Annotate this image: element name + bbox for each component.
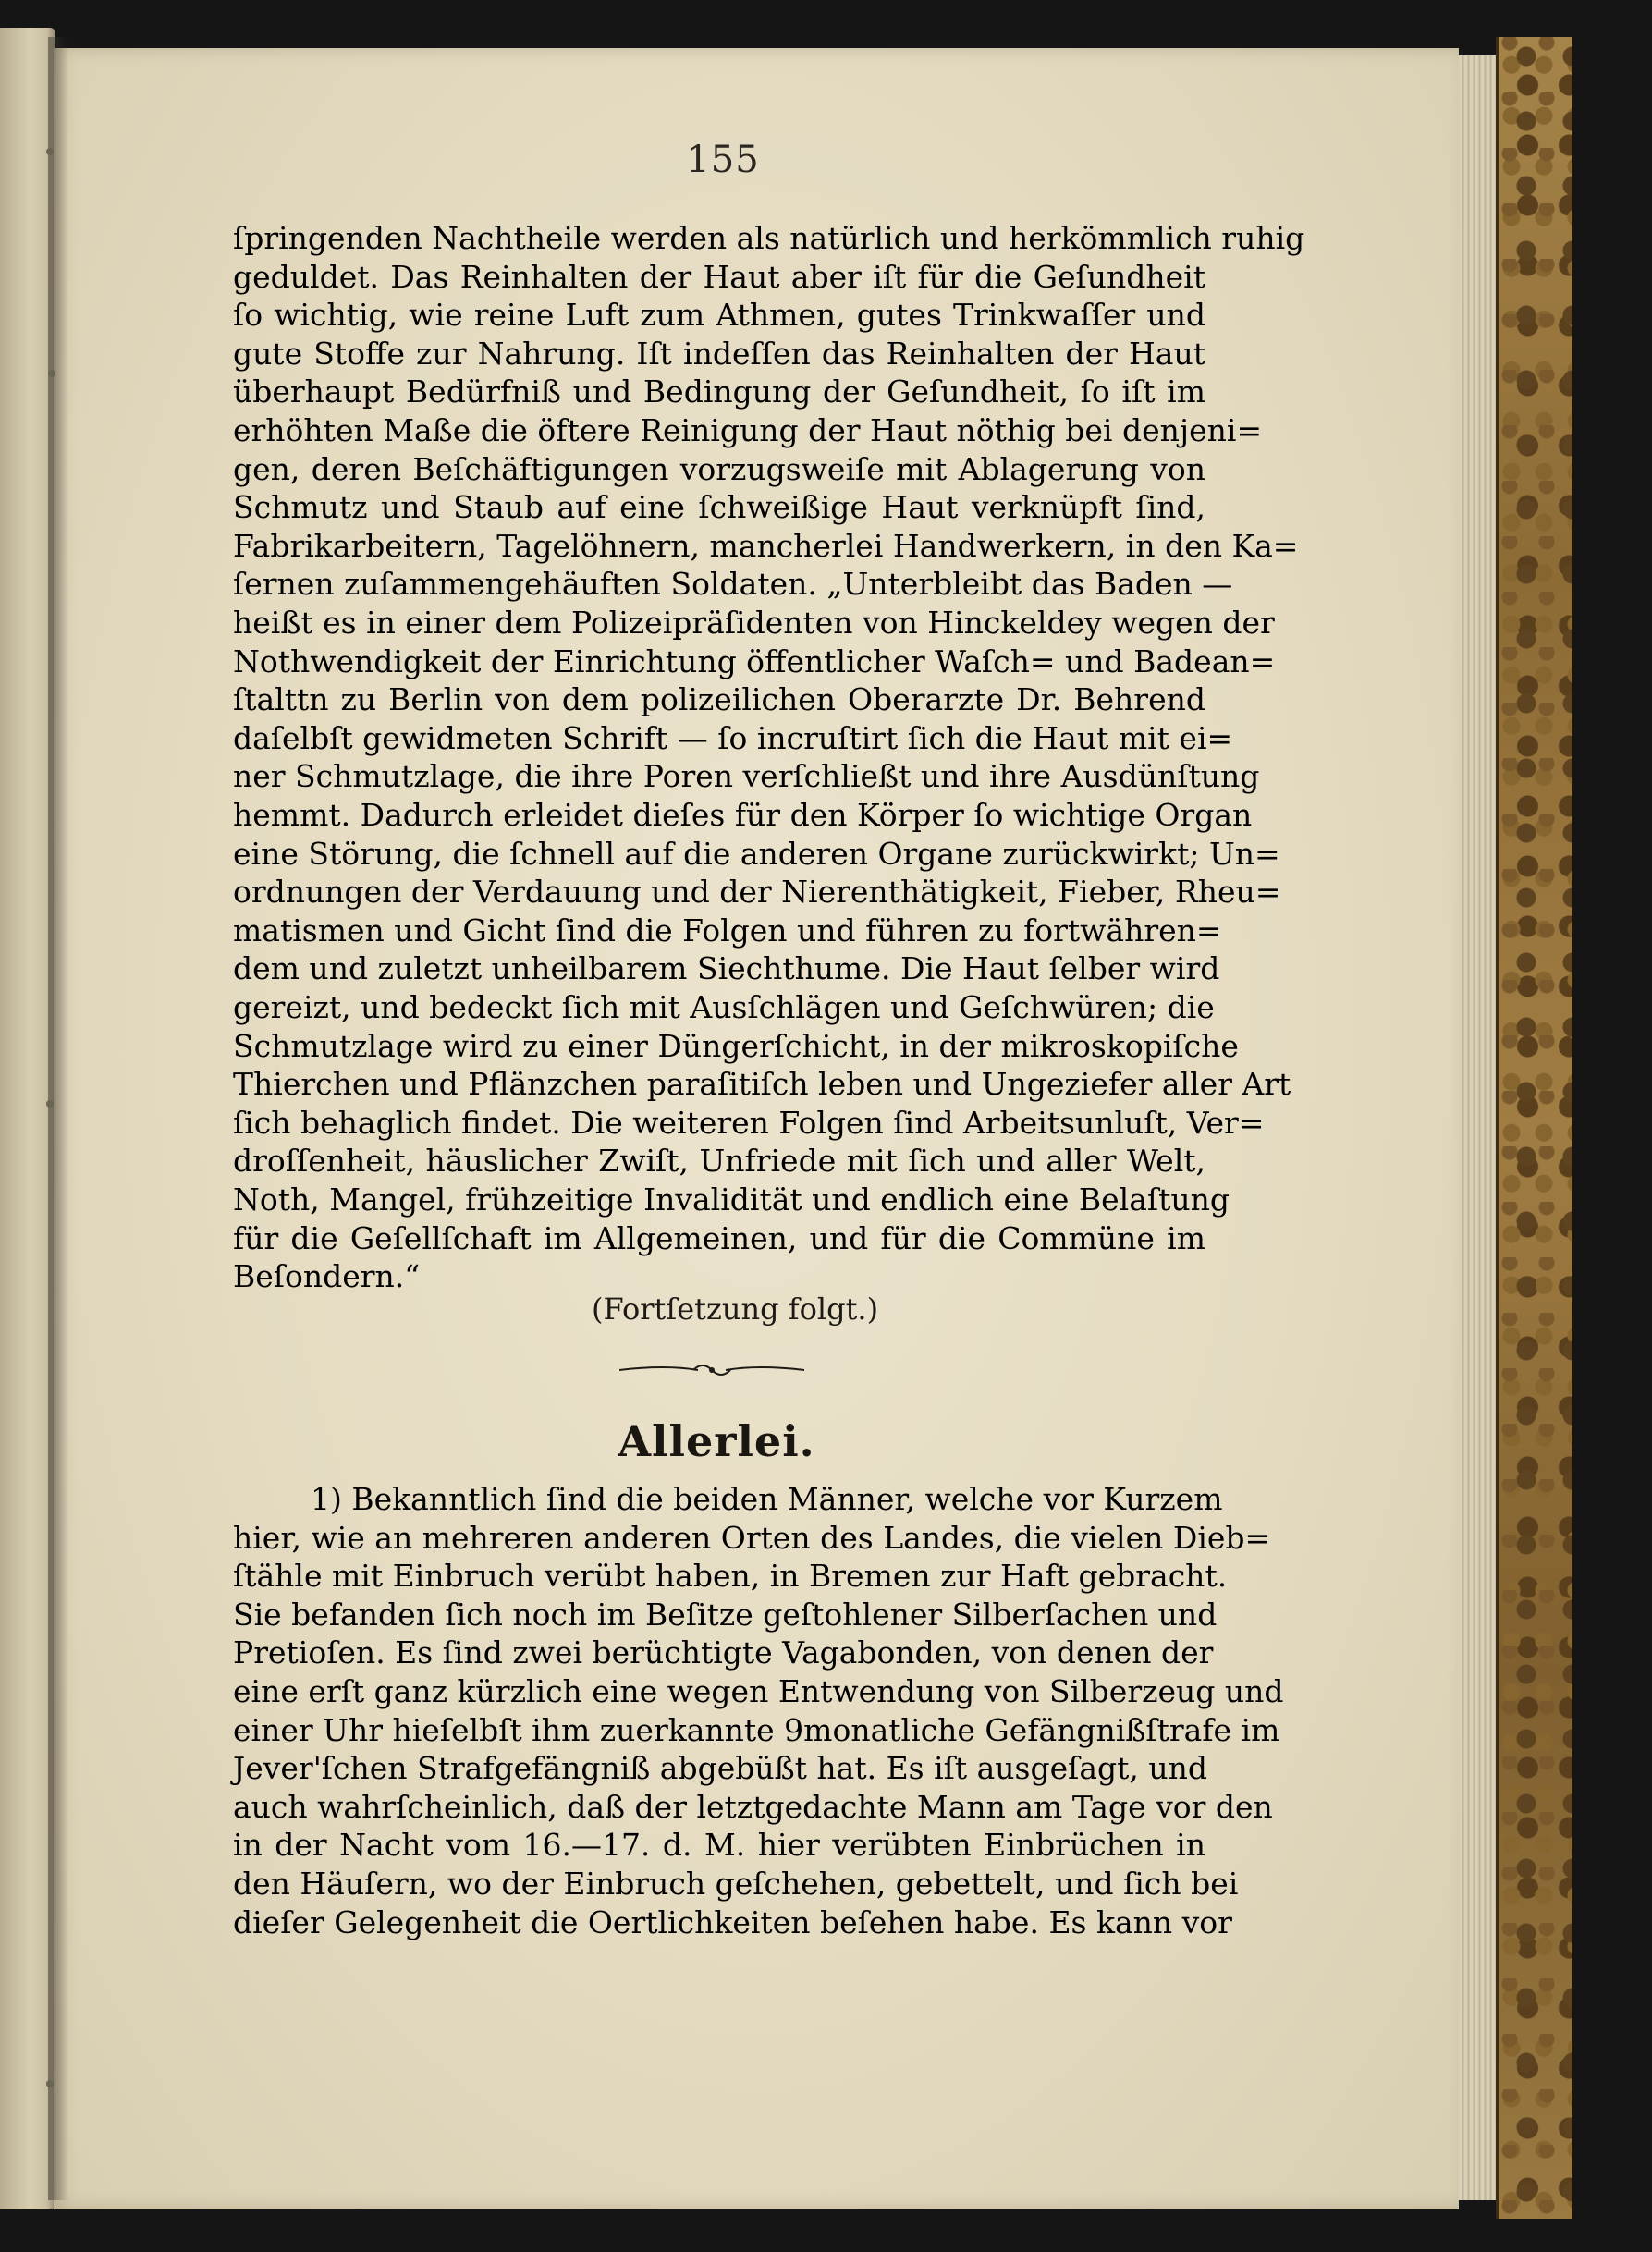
- text-line: den Häuſern, wo der Einbruch geſchehen, gebettelt, und ſich bei: [233, 1866, 1239, 1902]
- page-stack-edges: [1459, 55, 1498, 2200]
- divider-ornament: [619, 1359, 804, 1381]
- page-number: 155: [686, 139, 760, 181]
- margin-mark: [46, 2080, 54, 2087]
- text-line: Pretioſen. Es ſind zwei berüchtigte Vagabonden, von denen der: [233, 1634, 1214, 1671]
- text-line: Schmutzlage wird zu einer Düngerſchicht, in der mikroskopiſche: [233, 1027, 1239, 1064]
- text-line: dem und zuletzt unheilbarem Siechthume. Die Haut ſelber wird: [233, 950, 1220, 987]
- text-line: einer Uhr hieſelbſt ihm zuerkannte 9monatliche Gefängnißſtrafe im: [233, 1711, 1280, 1748]
- text-line: in der Nacht vom 16.—17. d. M. hier verübten Einbrüchen in: [233, 1827, 1205, 1864]
- text-line: eine Störung, die ſchnell auf die anderen Organe zurückwirkt; Un=: [233, 835, 1280, 872]
- text-line: ſtähle mit Einbruch verübt haben, in Bremen zur Haft gebracht.: [233, 1558, 1228, 1595]
- margin-mark: [46, 148, 54, 155]
- text-line: ordnungen der Verdauung und der Nierenthätigkeit, Fieber, Rheu=: [233, 874, 1281, 911]
- text-line: für die Geſellſchaft im Allgemeinen, und für die Commüne im: [233, 1219, 1205, 1256]
- text-line: auch wahrſcheinlich, daß der letztgedachte Mann am Tage vor den: [233, 1788, 1273, 1825]
- text-line: Schmutz und Staub auf eine ſchweißige Haut verknüpft ſind,: [233, 489, 1205, 526]
- text-line: ſernen zuſammengehäuften Soldaten. „Unterbleibt das Baden —: [233, 566, 1233, 603]
- text-line: ſo wichtig, wie reine Luft zum Athmen, gutes Trinkwaſſer und: [233, 297, 1205, 334]
- previous-page-edge: [0, 28, 55, 2209]
- marbled-cover-edge: [1496, 37, 1572, 2219]
- text-line: erhöhten Maße die öftere Reinigung der Haut nöthig bei denjeni=: [233, 412, 1263, 448]
- text-line: ſpringenden Nachtheile werden als natürlich und herkömmlich ruhig: [233, 220, 1305, 256]
- text-line: hemmt. Dadurch erleidet dieſes für den Körper ſo wichtige Organ: [233, 797, 1253, 833]
- section-heading: Allerlei.: [618, 1416, 815, 1466]
- spine-shadow: [48, 37, 68, 2200]
- text-line: geduldet. Das Reinhalten der Haut aber iſt für die Geſundheit: [233, 258, 1205, 295]
- text-line: gute Stoffe zur Nahrung. Iſt indeſſen das Reinhalten der Haut: [233, 335, 1205, 372]
- text-line: Sie befanden ſich noch im Beſitze geſtohlener Silberſachen und: [233, 1596, 1218, 1633]
- continuation-note: (Fortſetzung folgt.): [592, 1291, 879, 1327]
- text-line: ſtalttn zu Berlin von dem polizeilichen Oberarzte Dr. Behrend: [233, 681, 1205, 718]
- margin-mark: [48, 370, 55, 377]
- text-line: ſich behaglich findet. Die weiteren Folgen ſind Arbeitsunluſt, Ver=: [233, 1104, 1265, 1141]
- text-line: Jever'ſchen Strafgefängniß abgebüßt hat. Es iſt ausgeſagt, und: [233, 1750, 1208, 1787]
- text-line: eine erſt ganz kürzlich eine wegen Entwendung von Silberzeug und: [233, 1673, 1284, 1709]
- text-line: dieſer Gelegenheit die Oertlichkeiten beſehen habe. Es kann vor: [233, 1903, 1232, 1940]
- text-line: Noth, Mangel, frühzeitige Invalidität und endlich eine Belaſtung: [233, 1181, 1230, 1218]
- text-line: matismen und Gicht ſind die Folgen und führen zu fortwähren=: [233, 912, 1222, 949]
- text-line: heißt es in einer dem Polizeipräſidenten von Hinckeldey wegen der: [233, 605, 1275, 641]
- text-line: 1) Bekanntlich ſind die beiden Männer, welche vor Kurzem: [311, 1481, 1223, 1517]
- text-line: Thierchen und Pflänzchen paraſitiſch leben und Ungeziefer aller Art: [233, 1066, 1291, 1103]
- text-line: hier, wie an mehreren anderen Orten des Landes, die vielen Dieb=: [233, 1519, 1271, 1556]
- text-line: überhaupt Bedürfniß und Bedingung der Geſundheit, ſo iſt im: [233, 373, 1205, 410]
- text-line: Fabrikarbeitern, Tagelöhnern, mancherlei Handwerkern, in den Ka=: [233, 527, 1299, 564]
- text-line: Beſondern.“: [233, 1258, 421, 1295]
- text-line: gereizt, und bedeckt ſich mit Ausſchlägen und Geſchwüren; die: [233, 989, 1215, 1025]
- text-line: gen, deren Beſchäftigungen vorzugsweiſe mit Ablagerung von: [233, 450, 1205, 487]
- text-line: ner Schmutzlage, die ihre Poren verſchließt und ihre Ausdünſtung: [233, 758, 1260, 795]
- margin-mark: [46, 1100, 54, 1108]
- text-line: daſelbſt gewidmeten Schrift — ſo incruſtirt ſich die Haut mit ei=: [233, 719, 1233, 756]
- text-line: droſſenheit, häuslicher Zwiſt, Unfriede mit ſich und aller Welt,: [233, 1143, 1205, 1180]
- text-line: Nothwendigkeit der Einrichtung öffentlicher Waſch= und Badean=: [233, 643, 1276, 679]
